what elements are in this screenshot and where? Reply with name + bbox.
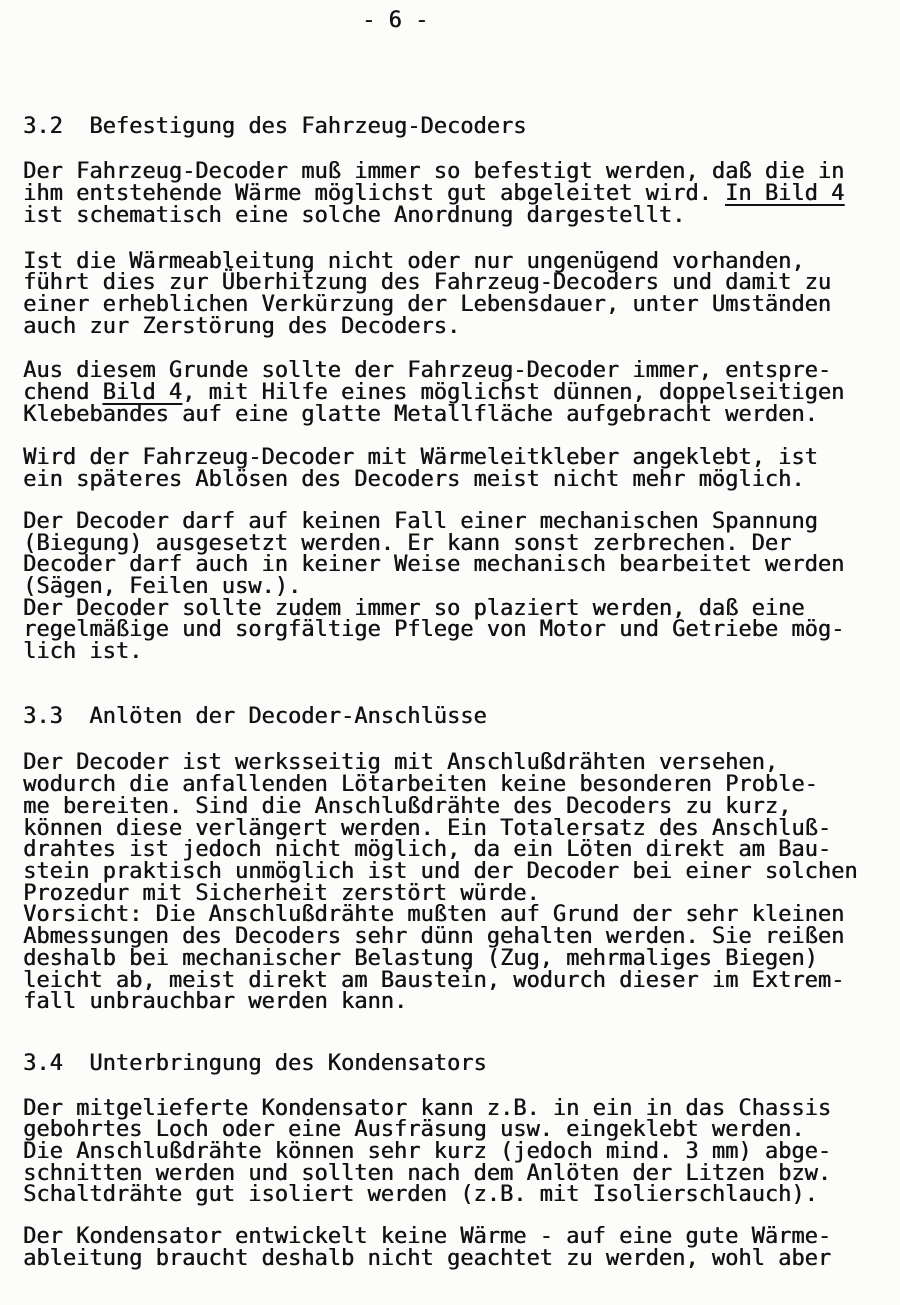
document-body [23, 113, 880, 1271]
paragraph [23, 360, 880, 425]
text-line [23, 839, 880, 861]
page-number: - 6 - [362, 8, 429, 33]
text-line [23, 595, 880, 621]
text-segment: Der Kondensator entwickelt keine Wärme - auf eine gute Wärme- [23, 1224, 831, 1250]
text-line [23, 272, 880, 294]
text-segment: gebohrtes Loch oder eine Ausfräsung usw. eingeklebt werden. [23, 1117, 805, 1143]
paragraph [23, 508, 880, 665]
text-line [23, 926, 880, 948]
section-title: Anlöten der Decoder-Anschlüsse [89, 703, 487, 729]
text-segment: fall unbrauchbar werden kann. [23, 989, 408, 1015]
section-heading-3-2 [23, 113, 880, 139]
text-segment: Der Decoder ist werksseitig mit Anschlußdrähten versehen, [23, 750, 778, 776]
text-segment: Abmessungen des Decoders sehr dünn gehalten werden. Sie reißen [23, 924, 845, 950]
text-segment: lich ist. [23, 639, 143, 665]
text-line [23, 1095, 880, 1121]
text-line [23, 161, 880, 183]
text-segment: Prozedur mit Sicherheit zerstört würde. [23, 880, 540, 906]
text-line [23, 291, 880, 317]
text-line [23, 991, 880, 1013]
text-segment: ableitung braucht deshalb nicht geachtet zu werden, wohl aber [23, 1245, 831, 1271]
underlined-figure-reference: Bild 4 [102, 380, 182, 406]
text-line [23, 1160, 880, 1186]
text-segment: leicht ab, meist direkt am Baustein, wodurch dieser im Extrem- [23, 967, 845, 993]
text-line [23, 447, 880, 469]
text-segment: ist schematisch eine solche Anordnung dargestellt. [23, 202, 686, 228]
paragraph [23, 1226, 880, 1269]
text-line [23, 554, 880, 576]
text-segment: wodurch die anfallenden Lötarbeiten keine besonderen Proble- [23, 772, 818, 798]
paragraph [23, 248, 880, 339]
underlined-figure-reference: In Bild 4 [725, 181, 845, 207]
text-segment: me bereiten. Sind die Anschlußdrähte des Decoders zu kurz, [23, 793, 792, 819]
text-segment: können diese verlängert werden. Ein Totalersatz des Anschluß- [23, 815, 831, 841]
paragraph [23, 1095, 880, 1208]
text-segment: schnitten werden und sollten nach dem Anlöten der Litzen bzw. [23, 1160, 831, 1186]
text-segment: , mit Hilfe eines möglichst dünnen, doppelseitigen [181, 380, 845, 406]
paragraph [23, 161, 880, 226]
section-number: 3.3 [23, 703, 63, 729]
section-title: Befestigung des Fahrzeug-Decoders [89, 113, 527, 139]
text-segment: Der mitgelieferte Kondensator kann z.B. in ein in das Chassis [23, 1095, 831, 1121]
text-segment: deshalb bei mechanischer Belastung (Zug, mehrmaliges Biegen) [23, 945, 818, 971]
text-line [23, 858, 880, 884]
heading-spacer [63, 114, 90, 139]
section-number: 3.4 [23, 1050, 63, 1076]
section-heading-3-4 [23, 1050, 880, 1076]
text-line [23, 1184, 880, 1206]
text-line [23, 469, 880, 491]
text-line [23, 401, 880, 427]
text-segment: Wird der Fahrzeug-Decoder mit Wärmeleitkleber angeklebt, ist [23, 445, 818, 471]
text-segment: regelmäßige und sorgfältige Pflege von Motor und Getriebe mög- [23, 617, 845, 643]
paragraph [23, 750, 880, 1015]
text-segment: Decoder darf auch in keiner Weise mechanisch bearbeitet werden [23, 552, 845, 578]
text-line [23, 508, 880, 534]
text-segment: Der Decoder sollte zudem immer so plaziert werden, daß eine [23, 595, 805, 621]
section-heading-3-3 [23, 703, 880, 729]
text-line [23, 619, 880, 641]
text-line [23, 774, 880, 796]
text-segment: (Sägen, Feilen usw.). [23, 573, 302, 599]
text-segment: Der Fahrzeug-Decoder muß immer so befestigt werden, daß die in [23, 159, 845, 185]
text-line [23, 183, 880, 205]
text-line [23, 793, 880, 819]
text-segment: Vorsicht: Die Anschlußdrähte mußten auf Grund der sehr kleinen [23, 902, 845, 928]
text-segment: Schaltdrähte gut isoliert werden (z.B. mit Isolierschlauch). [23, 1182, 818, 1208]
text-segment: Ist die Wärmeableitung nicht oder nur ungenügend vorhanden, [23, 248, 805, 274]
text-segment: drahtes ist jedoch nicht möglich, da ein Löten direkt am Bau- [23, 837, 831, 863]
text-line [23, 530, 880, 556]
text-segment: ihm entstehende Wärme möglichst gut abgeleitet wird. [23, 181, 725, 207]
text-line [23, 382, 880, 404]
text-line [23, 1245, 880, 1271]
section-number: 3.2 [23, 113, 63, 139]
text-segment: (Biegung) ausgesetzt werden. Er kann sonst zerbrechen. Der [23, 530, 792, 556]
heading-spacer [63, 704, 90, 729]
text-line [23, 202, 880, 228]
text-segment: auch zur Zerstörung des Decoders. [23, 313, 461, 339]
text-segment: Klebebandes auf eine glatte Metallfläche aufgebracht werden. [23, 401, 818, 427]
text-line [23, 880, 880, 906]
text-segment: stein praktisch unmöglich ist und der Decoder bei einer solchen [23, 858, 858, 884]
text-segment: ein späteres Ablösen des Decoders meist nicht mehr möglich. [23, 467, 805, 493]
text-line [23, 967, 880, 993]
text-line [23, 815, 880, 841]
heading-spacer [63, 1051, 90, 1076]
text-segment: chend [23, 380, 103, 406]
text-line [23, 1226, 880, 1248]
text-segment: Der Decoder darf auf keinen Fall einer mechanischen Spannung [23, 508, 818, 534]
text-line [23, 313, 880, 339]
text-segment: einer erheblichen Verkürzung der Lebensdauer, unter Umständen [23, 291, 831, 317]
text-line [23, 573, 880, 599]
text-segment: Die Anschlußdrähte können sehr kurz (jedoch mind. 3 mm) abge- [23, 1139, 831, 1165]
text-line [23, 1119, 880, 1141]
text-line [23, 360, 880, 382]
text-segment: Aus diesem Grunde sollte der Fahrzeug-Decoder immer, entspre- [23, 358, 831, 384]
text-line [23, 641, 880, 663]
text-line [23, 904, 880, 926]
text-line [23, 945, 880, 971]
paragraph [23, 445, 880, 493]
text-line [23, 752, 880, 774]
text-line [23, 1141, 880, 1163]
section-title: Unterbringung des Kondensators [89, 1050, 487, 1076]
text-segment: führt dies zur Überhitzung des Fahrzeug-Decoders und damit zu [23, 270, 831, 296]
text-line [23, 248, 880, 274]
